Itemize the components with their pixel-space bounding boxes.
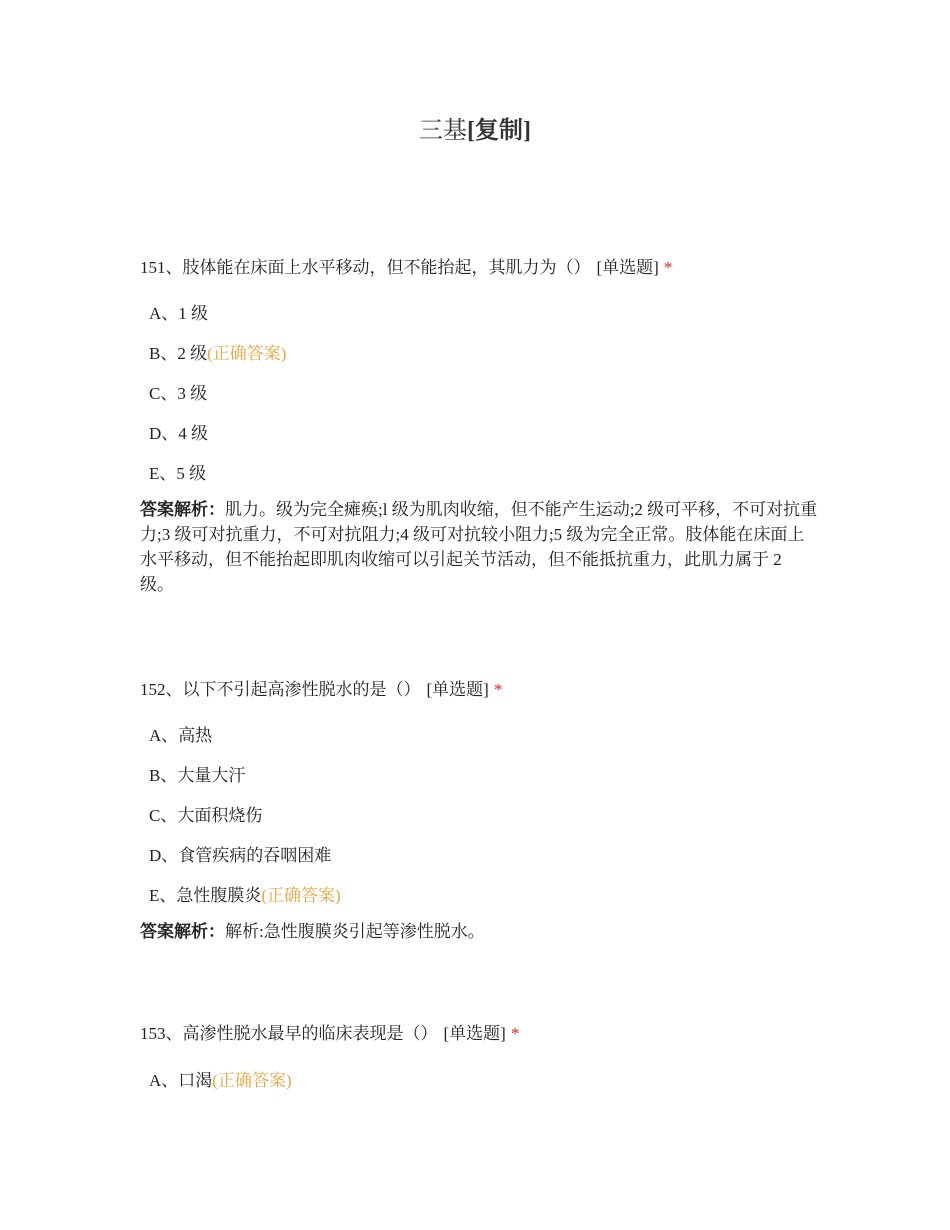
option-text: A、高热 (149, 726, 213, 745)
analysis-label: 答案解析： (140, 922, 225, 941)
question-152-stem (140, 675, 502, 700)
question-151-option-d[interactable] (149, 419, 208, 444)
question-text: 152、以下不引起高渗性脱水的是（） (140, 680, 421, 699)
correct-answer-tag: (正确答案) (261, 886, 341, 905)
option-text: C、3 级 (149, 384, 208, 403)
question-152-option-d[interactable] (149, 841, 331, 866)
required-star: * (663, 258, 673, 277)
question-151-stem (140, 253, 672, 278)
title-suffix: [复制] (467, 118, 531, 144)
option-text: E、5 级 (149, 464, 207, 483)
question-151-option-a[interactable] (149, 299, 208, 324)
analysis-text: 肌力。级为完全瘫痪;l 级为肌肉收缩，但不能产生运动;2 级可平移，不可对抗重力;3 级可对抗重力，不可对抗阻力;4 级可对抗较小阻力;5 级为完全正常。肢体能在床面上水平移动，但不能抬起即肌肉收缩可以引起关节活动，但不能抵抗重力，此肌力属于 2 级。 (140, 500, 818, 594)
option-text: B、大量大汗 (149, 766, 246, 785)
option-text: B、2 级 (149, 344, 208, 363)
question-152-analysis (140, 919, 818, 944)
option-text: D、4 级 (149, 424, 209, 443)
option-text: A、1 级 (149, 304, 209, 323)
question-151-option-e[interactable] (149, 459, 206, 484)
question-152-option-e[interactable] (149, 881, 341, 906)
correct-answer-tag: (正确答案) (207, 344, 287, 363)
question-type: [单选题] (426, 680, 489, 699)
option-text: D、食管疾病的吞咽困难 (149, 846, 332, 865)
option-text: A、口渴 (149, 1071, 213, 1090)
title-main: 三基 (419, 118, 467, 144)
question-text: 151、肢体能在床面上水平移动，但不能抬起，其肌力为（） (140, 258, 591, 277)
question-151-analysis (140, 497, 818, 597)
question-152-option-a[interactable] (149, 721, 212, 746)
analysis-label: 答案解析： (140, 500, 225, 519)
question-text: 153、高渗性脱水最早的临床表现是（） (140, 1024, 438, 1043)
question-153-option-a[interactable] (149, 1066, 292, 1091)
question-152-option-b[interactable] (149, 761, 245, 786)
question-type: [单选题] (443, 1024, 506, 1043)
page-title (0, 110, 950, 145)
question-151-option-b[interactable] (149, 339, 286, 364)
question-151-option-c[interactable] (149, 379, 207, 404)
option-text: E、急性腹膜炎 (149, 886, 262, 905)
correct-answer-tag: (正确答案) (212, 1071, 292, 1090)
analysis-text: 解析:急性腹膜炎引起等渗性脱水。 (225, 922, 485, 941)
question-152-option-c[interactable] (149, 801, 262, 826)
question-type: [单选题] (596, 258, 659, 277)
required-star: * (493, 680, 503, 699)
required-star: * (510, 1024, 520, 1043)
option-text: C、大面积烧伤 (149, 806, 263, 825)
question-153-stem (140, 1019, 519, 1044)
